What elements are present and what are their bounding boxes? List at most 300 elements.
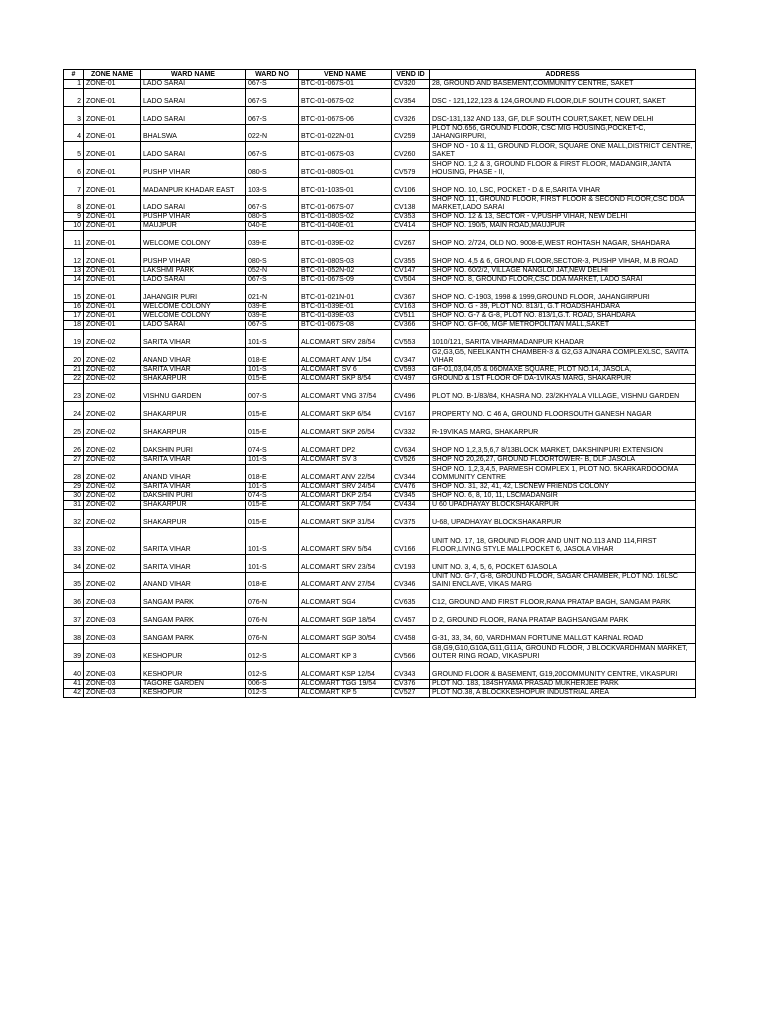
table-row bbox=[64, 608, 696, 626]
table-row bbox=[64, 384, 696, 402]
cell-vend-name: ALCOMART SKP 26/54 bbox=[299, 420, 392, 438]
cell-ward-name: LADO SARAI bbox=[141, 142, 246, 160]
cell-ward-name: LADO SARAI bbox=[141, 89, 246, 107]
cell-vend-id: CV496 bbox=[392, 384, 430, 402]
cell-row-index: 32 bbox=[64, 510, 84, 528]
cell-ward-name: ANAND VIHAR bbox=[141, 465, 246, 483]
cell-ward-name: KESHOPUR bbox=[141, 689, 246, 698]
cell-row-index: 35 bbox=[64, 573, 84, 590]
table-row bbox=[64, 528, 696, 555]
cell-vend-name: BTC-01-067S-02 bbox=[299, 89, 392, 107]
cell-ward-no: 080-S bbox=[246, 160, 299, 178]
table-row bbox=[64, 465, 696, 483]
table-row bbox=[64, 267, 696, 276]
cell-zone-name: ZONE-03 bbox=[84, 626, 141, 644]
cell-vend-id: CV504 bbox=[392, 276, 430, 285]
cell-vend-name: ALCOMART ANV 22/54 bbox=[299, 465, 392, 483]
cell-vend-name: ALCOMART ANV 27/54 bbox=[299, 573, 392, 590]
cell-zone-name: ZONE-02 bbox=[84, 555, 141, 573]
cell-vend-id: CV259 bbox=[392, 125, 430, 142]
cell-address: SHOP NO. 12 & 13, SECTOR - V,PUSHP VIHAR, NEW DELHI bbox=[430, 213, 696, 222]
cell-vend-id: CV147 bbox=[392, 267, 430, 276]
cell-row-index: 2 bbox=[64, 89, 84, 107]
cell-vend-name: ALCOMART KSP 12/54 bbox=[299, 662, 392, 680]
table-row bbox=[64, 89, 696, 107]
cell-zone-name: ZONE-03 bbox=[84, 662, 141, 680]
cell-vend-id: CV458 bbox=[392, 626, 430, 644]
cell-row-index: 19 bbox=[64, 330, 84, 348]
cell-vend-name: ALCOMART KP 5 bbox=[299, 689, 392, 698]
cell-row-index: 36 bbox=[64, 590, 84, 608]
cell-ward-name: SANGAM PARK bbox=[141, 590, 246, 608]
cell-vend-name: BTC-01-021N-01 bbox=[299, 285, 392, 303]
cell-vend-name: BTC-01-080S-02 bbox=[299, 213, 392, 222]
cell-address: SHOP NO. 8, GROUND FLOOR,CSC DDA MARKET, LADO SARAI bbox=[430, 276, 696, 285]
cell-vend-id: CV414 bbox=[392, 222, 430, 231]
cell-zone-name: ZONE-02 bbox=[84, 528, 141, 555]
cell-ward-no: 080-S bbox=[246, 249, 299, 267]
cell-address: PLOT NO.38, A BLOCKKESHOPUR INDUSTRIAL AREA bbox=[430, 689, 696, 698]
cell-vend-id: CV354 bbox=[392, 89, 430, 107]
cell-zone-name: ZONE-01 bbox=[84, 213, 141, 222]
cell-vend-id: CV457 bbox=[392, 608, 430, 626]
cell-vend-id: CV511 bbox=[392, 312, 430, 321]
cell-vend-id: CV476 bbox=[392, 483, 430, 492]
cell-vend-name: ALCOMART SG4 bbox=[299, 590, 392, 608]
cell-ward-name: LADO SARAI bbox=[141, 276, 246, 285]
table-row bbox=[64, 402, 696, 420]
cell-ward-name: SARITA VIHAR bbox=[141, 330, 246, 348]
cell-row-index: 22 bbox=[64, 375, 84, 384]
cell-vend-name: BTC-01-067S-06 bbox=[299, 107, 392, 125]
cell-zone-name: ZONE-03 bbox=[84, 680, 141, 689]
cell-address: GROUND & 1ST FLOOR OF DA-1VIKAS MARG, SHAKARPUR bbox=[430, 375, 696, 384]
cell-zone-name: ZONE-02 bbox=[84, 573, 141, 590]
cell-address: SHOP NO 1,2,3,5,6,7 8/13BLOCK MARKET, DAKSHINPURI EXTENSION bbox=[430, 438, 696, 456]
cell-ward-no: 101-S bbox=[246, 456, 299, 465]
cell-row-index: 17 bbox=[64, 312, 84, 321]
cell-row-index: 12 bbox=[64, 249, 84, 267]
cell-ward-name: MADANPUR KHADAR EAST bbox=[141, 178, 246, 196]
cell-ward-name: BHALSWA bbox=[141, 125, 246, 142]
cell-vend-id: CV593 bbox=[392, 366, 430, 375]
cell-vend-id: CV635 bbox=[392, 590, 430, 608]
cell-ward-no: 015-E bbox=[246, 420, 299, 438]
cell-vend-name: BTC-01-067S-03 bbox=[299, 142, 392, 160]
cell-vend-name: BTC-01-067S-01 bbox=[299, 80, 392, 89]
cell-vend-id: CV366 bbox=[392, 321, 430, 330]
cell-vend-name: ALCOMART DP2 bbox=[299, 438, 392, 456]
cell-ward-no: 018-E bbox=[246, 465, 299, 483]
cell-address: SHOP NO. C-1903, 1998 & 1999,GROUND FLOOR, JAHANGIRPURI bbox=[430, 285, 696, 303]
cell-vend-id: CV260 bbox=[392, 142, 430, 160]
table-row bbox=[64, 178, 696, 196]
cell-row-index: 26 bbox=[64, 438, 84, 456]
col-header-zone-name: ZONE NAME bbox=[84, 70, 141, 80]
cell-vend-id: CV526 bbox=[392, 456, 430, 465]
cell-ward-no: 080-S bbox=[246, 213, 299, 222]
cell-row-index: 31 bbox=[64, 501, 84, 510]
cell-ward-name: SHAKARPUR bbox=[141, 420, 246, 438]
cell-vend-name: BTC-01-040E-01 bbox=[299, 222, 392, 231]
cell-vend-name: BTC-01-052N-02 bbox=[299, 267, 392, 276]
table-row bbox=[64, 80, 696, 89]
cell-vend-name: BTC-01-080S-03 bbox=[299, 249, 392, 267]
cell-vend-name: ALCOMART VNG 37/54 bbox=[299, 384, 392, 402]
cell-row-index: 15 bbox=[64, 285, 84, 303]
cell-ward-no: 018-E bbox=[246, 348, 299, 366]
cell-vend-name: BTC-01-067S-07 bbox=[299, 196, 392, 213]
cell-vend-id: CV345 bbox=[392, 492, 430, 501]
cell-ward-name: KESHOPUR bbox=[141, 644, 246, 662]
cell-address: UNIT NO. 17, 18, GROUND FLOOR AND UNIT NO.113 AND 114,FIRST FLOOR,LIVING STYLE MALLPOCKET 6, JASOLA VIHAR bbox=[430, 528, 696, 555]
cell-zone-name: ZONE-01 bbox=[84, 80, 141, 89]
cell-row-index: 33 bbox=[64, 528, 84, 555]
cell-ward-name: SARITA VIHAR bbox=[141, 555, 246, 573]
cell-row-index: 1 bbox=[64, 80, 84, 89]
cell-ward-no: 067-S bbox=[246, 107, 299, 125]
cell-row-index: 24 bbox=[64, 402, 84, 420]
cell-address: U 60 UPADHAYAY BLOCKSHAKARPUR bbox=[430, 501, 696, 510]
cell-vend-id: CV375 bbox=[392, 510, 430, 528]
cell-ward-no: 007-S bbox=[246, 384, 299, 402]
cell-address: PROPERTY NO. C 46 A, GROUND FLOORSOUTH GANESH NAGAR bbox=[430, 402, 696, 420]
cell-vend-id: CV167 bbox=[392, 402, 430, 420]
cell-row-index: 18 bbox=[64, 321, 84, 330]
cell-vend-name: ALCOMART SV 6 bbox=[299, 366, 392, 375]
cell-ward-no: 074-S bbox=[246, 492, 299, 501]
cell-row-index: 9 bbox=[64, 213, 84, 222]
cell-zone-name: ZONE-03 bbox=[84, 608, 141, 626]
cell-vend-id: CV347 bbox=[392, 348, 430, 366]
cell-vend-id: CV634 bbox=[392, 438, 430, 456]
cell-zone-name: ZONE-02 bbox=[84, 483, 141, 492]
table-row bbox=[64, 303, 696, 312]
cell-ward-name: PUSHP VIHAR bbox=[141, 160, 246, 178]
cell-ward-no: 039-E bbox=[246, 312, 299, 321]
cell-zone-name: ZONE-02 bbox=[84, 465, 141, 483]
cell-ward-name: LADO SARAI bbox=[141, 196, 246, 213]
cell-ward-name: SHAKARPUR bbox=[141, 402, 246, 420]
cell-ward-name: SARITA VIHAR bbox=[141, 456, 246, 465]
cell-row-index: 28 bbox=[64, 465, 84, 483]
cell-address: G2,G3,G5, NEELKANTH CHAMBER-3 & G2,G3 AJNARA COMPLEXLSC, SAVITA VIHAR bbox=[430, 348, 696, 366]
cell-ward-name: JAHANGIR PURI bbox=[141, 285, 246, 303]
cell-address: SHOP NO. 6, 8, 10, 11, LSCMADANGIR bbox=[430, 492, 696, 501]
cell-ward-name: ANAND VIHAR bbox=[141, 573, 246, 590]
cell-address: SHOP NO. 10, LSC, POCKET - D & E,SARITA VIHAR bbox=[430, 178, 696, 196]
cell-address: R-19VIKAS MARG, SHAKARPUR bbox=[430, 420, 696, 438]
table-row bbox=[64, 196, 696, 213]
cell-ward-name: SANGAM PARK bbox=[141, 608, 246, 626]
cell-row-index: 38 bbox=[64, 626, 84, 644]
cell-zone-name: ZONE-02 bbox=[84, 330, 141, 348]
cell-ward-no: 015-E bbox=[246, 402, 299, 420]
cell-ward-no: 101-S bbox=[246, 555, 299, 573]
cell-zone-name: ZONE-02 bbox=[84, 384, 141, 402]
cell-ward-name: WELCOME COLONY bbox=[141, 231, 246, 249]
cell-ward-no: 039-E bbox=[246, 303, 299, 312]
cell-address: SHOP NO. 60/2/2, VILLAGE NANGLOI JAT,NEW DELHI bbox=[430, 267, 696, 276]
col-header-ward-name: WARD NAME bbox=[141, 70, 246, 80]
cell-vend-name: BTC-01-039E-01 bbox=[299, 303, 392, 312]
cell-vend-id: CV332 bbox=[392, 420, 430, 438]
cell-ward-no: 067-S bbox=[246, 321, 299, 330]
cell-ward-name: LAKSHMI PARK bbox=[141, 267, 246, 276]
cell-address: PLOT NO. 183, 184SHYAMA PRASAD MUKHERJEE PARK bbox=[430, 680, 696, 689]
cell-vend-name: ALCOMART KP 3 bbox=[299, 644, 392, 662]
cell-vend-name: ALCOMART SRV 24/54 bbox=[299, 483, 392, 492]
cell-vend-id: CV343 bbox=[392, 662, 430, 680]
cell-address: SHOP NO. G - 39, PLOT NO. 813/1, G.T ROADSHAHDARA bbox=[430, 303, 696, 312]
cell-zone-name: ZONE-01 bbox=[84, 285, 141, 303]
cell-ward-name: ANAND VIHAR bbox=[141, 348, 246, 366]
cell-zone-name: ZONE-01 bbox=[84, 89, 141, 107]
cell-vend-id: CV355 bbox=[392, 249, 430, 267]
cell-row-index: 14 bbox=[64, 276, 84, 285]
cell-zone-name: ZONE-02 bbox=[84, 492, 141, 501]
cell-ward-no: 021-N bbox=[246, 285, 299, 303]
table-row bbox=[64, 662, 696, 680]
cell-row-index: 10 bbox=[64, 222, 84, 231]
cell-row-index: 13 bbox=[64, 267, 84, 276]
cell-zone-name: ZONE-02 bbox=[84, 501, 141, 510]
cell-row-index: 3 bbox=[64, 107, 84, 125]
cell-vend-name: ALCOMART ANV 1/54 bbox=[299, 348, 392, 366]
cell-zone-name: ZONE-02 bbox=[84, 366, 141, 375]
cell-zone-name: ZONE-01 bbox=[84, 267, 141, 276]
cell-vend-id: CV267 bbox=[392, 231, 430, 249]
cell-address: UNIT NO. 3, 4, 5, 6, POCKET 6JASOLA bbox=[430, 555, 696, 573]
cell-row-index: 34 bbox=[64, 555, 84, 573]
table-row bbox=[64, 626, 696, 644]
cell-vend-id: CV353 bbox=[392, 213, 430, 222]
cell-ward-no: 101-S bbox=[246, 330, 299, 348]
table-row bbox=[64, 555, 696, 573]
cell-ward-no: 101-S bbox=[246, 366, 299, 375]
cell-ward-no: 039-E bbox=[246, 231, 299, 249]
table-row bbox=[64, 573, 696, 590]
table-row bbox=[64, 510, 696, 528]
cell-row-index: 27 bbox=[64, 456, 84, 465]
cell-zone-name: ZONE-03 bbox=[84, 689, 141, 698]
cell-ward-no: 015-E bbox=[246, 510, 299, 528]
cell-row-index: 11 bbox=[64, 231, 84, 249]
cell-zone-name: ZONE-01 bbox=[84, 196, 141, 213]
cell-vend-name: BTC-01-022N-01 bbox=[299, 125, 392, 142]
cell-vend-name: ALCOMART SKP 31/54 bbox=[299, 510, 392, 528]
cell-zone-name: ZONE-02 bbox=[84, 456, 141, 465]
col-header-vend-id: VEND ID bbox=[392, 70, 430, 80]
header-row bbox=[64, 70, 696, 80]
cell-zone-name: ZONE-02 bbox=[84, 375, 141, 384]
cell-address: C12, GROUND AND FIRST FLOOR,RANA PRATAP BAGH, SANGAM PARK bbox=[430, 590, 696, 608]
cell-ward-name: SHAKARPUR bbox=[141, 375, 246, 384]
cell-ward-no: 012-S bbox=[246, 662, 299, 680]
table-row bbox=[64, 125, 696, 142]
cell-ward-name: SARITA VIHAR bbox=[141, 483, 246, 492]
cell-row-index: 4 bbox=[64, 125, 84, 142]
cell-ward-no: 012-S bbox=[246, 689, 299, 698]
cell-address: GF-01,03,04,05 & 06OMAXE SQUARE, PLOT NO.14, JASOLA, bbox=[430, 366, 696, 375]
cell-ward-no: 076-N bbox=[246, 608, 299, 626]
table-row bbox=[64, 213, 696, 222]
cell-zone-name: ZONE-02 bbox=[84, 348, 141, 366]
cell-ward-name: SANGAM PARK bbox=[141, 626, 246, 644]
cell-ward-name: WELCOME COLONY bbox=[141, 312, 246, 321]
cell-vend-name: ALCOMART SGP 18/54 bbox=[299, 608, 392, 626]
cell-address: DSC - 121,122,123 & 124,GROUND FLOOR,DLF SOUTH COURT, SAKET bbox=[430, 89, 696, 107]
cell-address: GROUND FLOOR & BASEMENT, G19,20COMMUNITY CENTRE, VIKASPURI bbox=[430, 662, 696, 680]
cell-vend-name: ALCOMART SRV 5/54 bbox=[299, 528, 392, 555]
cell-address: SHOP NO. 11, GROUND FLOOR, FIRST FLOOR & SECOND FLOOR,CSC DDA MARKET,LADO SARAI bbox=[430, 196, 696, 213]
col-header-address: ADDRESS bbox=[430, 70, 696, 80]
cell-ward-no: 052-N bbox=[246, 267, 299, 276]
cell-address: SHOP NO. GF-06, MGF METROPOLITAN MALL,SAKET bbox=[430, 321, 696, 330]
cell-ward-no: 067-S bbox=[246, 89, 299, 107]
table-row bbox=[64, 160, 696, 178]
cell-row-index: 37 bbox=[64, 608, 84, 626]
cell-address: SHOP NO. 190/5, MAIN ROAD,MAUJPUR bbox=[430, 222, 696, 231]
cell-ward-name: SARITA VIHAR bbox=[141, 528, 246, 555]
cell-ward-no: 067-S bbox=[246, 196, 299, 213]
cell-address: SHOP NO. 1,2 & 3, GROUND FLOOR & FIRST FLOOR, MADANGIR,JANTA HOUSING, PHASE - II, bbox=[430, 160, 696, 178]
table-row bbox=[64, 285, 696, 303]
cell-vend-id: CV326 bbox=[392, 107, 430, 125]
cell-vend-name: BTC-01-103S-01 bbox=[299, 178, 392, 196]
cell-zone-name: ZONE-01 bbox=[84, 222, 141, 231]
cell-zone-name: ZONE-01 bbox=[84, 125, 141, 142]
cell-ward-no: 040-E bbox=[246, 222, 299, 231]
cell-zone-name: ZONE-01 bbox=[84, 249, 141, 267]
cell-row-index: 29 bbox=[64, 483, 84, 492]
cell-ward-name: MAUJPUR bbox=[141, 222, 246, 231]
cell-vend-id: CV138 bbox=[392, 196, 430, 213]
cell-address: UNIT NO. G-7, G-8, GROUND FLOOR, SAGAR CHAMBER, PLOT NO. 16LSC SAINI ENCLAVE, VIKAS MARG bbox=[430, 573, 696, 590]
table-row bbox=[64, 276, 696, 285]
table-row bbox=[64, 107, 696, 125]
cell-row-index: 41 bbox=[64, 680, 84, 689]
cell-vend-id: CV376 bbox=[392, 680, 430, 689]
table-row bbox=[64, 483, 696, 492]
cell-zone-name: ZONE-03 bbox=[84, 590, 141, 608]
cell-row-index: 30 bbox=[64, 492, 84, 501]
vend-table bbox=[63, 69, 696, 698]
cell-row-index: 6 bbox=[64, 160, 84, 178]
cell-vend-name: ALCOMART SRV 28/54 bbox=[299, 330, 392, 348]
cell-vend-id: CV106 bbox=[392, 178, 430, 196]
cell-ward-no: 006-S bbox=[246, 680, 299, 689]
cell-zone-name: ZONE-02 bbox=[84, 510, 141, 528]
cell-address: SHOP NO. G-7 & G-8, PLOT NO. 813/1,G.T. ROAD, SHAHDARA bbox=[430, 312, 696, 321]
cell-zone-name: ZONE-01 bbox=[84, 276, 141, 285]
table-row bbox=[64, 456, 696, 465]
cell-ward-name: VISHNU GARDEN bbox=[141, 384, 246, 402]
cell-ward-name: LADO SARAI bbox=[141, 321, 246, 330]
cell-zone-name: ZONE-01 bbox=[84, 303, 141, 312]
cell-row-index: 23 bbox=[64, 384, 84, 402]
cell-zone-name: ZONE-02 bbox=[84, 438, 141, 456]
cell-ward-no: 067-S bbox=[246, 276, 299, 285]
cell-ward-name: PUSHP VIHAR bbox=[141, 213, 246, 222]
table-row bbox=[64, 312, 696, 321]
cell-ward-no: 101-S bbox=[246, 528, 299, 555]
table-row bbox=[64, 348, 696, 366]
cell-vend-name: BTC-01-080S-01 bbox=[299, 160, 392, 178]
cell-ward-no: 015-E bbox=[246, 501, 299, 510]
cell-ward-no: 018-E bbox=[246, 573, 299, 590]
table-row bbox=[64, 231, 696, 249]
table-row bbox=[64, 321, 696, 330]
cell-row-index: 20 bbox=[64, 348, 84, 366]
cell-zone-name: ZONE-01 bbox=[84, 312, 141, 321]
cell-vend-name: ALCOMART SKP 6/54 bbox=[299, 402, 392, 420]
cell-address: DSC-131,132 AND 133, GF, DLF SOUTH COURT,SAKET, NEW DELHI bbox=[430, 107, 696, 125]
cell-row-index: 16 bbox=[64, 303, 84, 312]
table-row bbox=[64, 689, 696, 698]
cell-row-index: 25 bbox=[64, 420, 84, 438]
cell-ward-no: 015-E bbox=[246, 375, 299, 384]
cell-ward-name: SHAKARPUR bbox=[141, 501, 246, 510]
cell-ward-name: LADO SARAI bbox=[141, 80, 246, 89]
cell-vend-id: CV320 bbox=[392, 80, 430, 89]
table-row bbox=[64, 680, 696, 689]
cell-vend-id: CV497 bbox=[392, 375, 430, 384]
cell-ward-name: SHAKARPUR bbox=[141, 510, 246, 528]
col-header-index: # bbox=[64, 70, 84, 80]
cell-row-index: 42 bbox=[64, 689, 84, 698]
table-row bbox=[64, 330, 696, 348]
cell-row-index: 5 bbox=[64, 142, 84, 160]
cell-zone-name: ZONE-02 bbox=[84, 402, 141, 420]
cell-address: PLOT NO. B-1/83/84, KHASRA NO. 23/2KHYALA VILLAGE, VISHNU GARDEN bbox=[430, 384, 696, 402]
cell-vend-id: CV579 bbox=[392, 160, 430, 178]
cell-vend-name: ALCOMART TGG 19/54 bbox=[299, 680, 392, 689]
cell-zone-name: ZONE-01 bbox=[84, 142, 141, 160]
cell-vend-id: CV527 bbox=[392, 689, 430, 698]
cell-address: G8,G9,G10,G10A,G11,G11A, GROUND FLOOR, J BLOCKVARDHMAN MARKET, OUTER RING ROAD, VIKASPURI bbox=[430, 644, 696, 662]
cell-zone-name: ZONE-01 bbox=[84, 321, 141, 330]
cell-row-index: 39 bbox=[64, 644, 84, 662]
cell-ward-name: KESHOPUR bbox=[141, 662, 246, 680]
table-row bbox=[64, 366, 696, 375]
cell-ward-name: DAKSHIN PURI bbox=[141, 438, 246, 456]
cell-address: SHOP NO. 2/724, OLD NO. 9008-E,WEST ROHTASH NAGAR, SHAHDARA bbox=[430, 231, 696, 249]
cell-zone-name: ZONE-01 bbox=[84, 231, 141, 249]
cell-ward-name: DAKSHIN PURI bbox=[141, 492, 246, 501]
cell-ward-name: WELCOME COLONY bbox=[141, 303, 246, 312]
cell-vend-id: CV344 bbox=[392, 465, 430, 483]
cell-address: D 2, GROUND FLOOR, RANA PRATAP BAGHSANGAM PARK bbox=[430, 608, 696, 626]
cell-row-index: 40 bbox=[64, 662, 84, 680]
cell-address: PLOT NO.656, GROUND FLOOR, CSC MIG HOUSING,POCKET-C, JAHANGIRPURI, bbox=[430, 125, 696, 142]
cell-vend-id: CV193 bbox=[392, 555, 430, 573]
cell-ward-no: 101-S bbox=[246, 483, 299, 492]
cell-vend-id: CV566 bbox=[392, 644, 430, 662]
cell-vend-name: ALCOMART SKP 8/54 bbox=[299, 375, 392, 384]
cell-address: 28, GROUND AND BASEMENT,COMMUNITY CENTRE, SAKET bbox=[430, 80, 696, 89]
cell-address: G-31, 33, 34, 60, VARDHMAN FORTUNE MALLGT KARNAL ROAD bbox=[430, 626, 696, 644]
cell-ward-no: 074-S bbox=[246, 438, 299, 456]
cell-vend-name: BTC-01-039E-02 bbox=[299, 231, 392, 249]
cell-vend-name: ALCOMART SKP 7/54 bbox=[299, 501, 392, 510]
cell-vend-id: CV166 bbox=[392, 528, 430, 555]
cell-vend-id: CV367 bbox=[392, 285, 430, 303]
cell-address: SHOP NO. 4,5 & 6, GROUND FLOOR,SECTOR-3, PUSHP VIHAR, M.B ROAD bbox=[430, 249, 696, 267]
cell-vend-name: ALCOMART DKP 2/54 bbox=[299, 492, 392, 501]
cell-address: SHOP NO 20,26,27, GROUND FLOORTOWER- B, DLF JASOLA bbox=[430, 456, 696, 465]
table-row bbox=[64, 590, 696, 608]
